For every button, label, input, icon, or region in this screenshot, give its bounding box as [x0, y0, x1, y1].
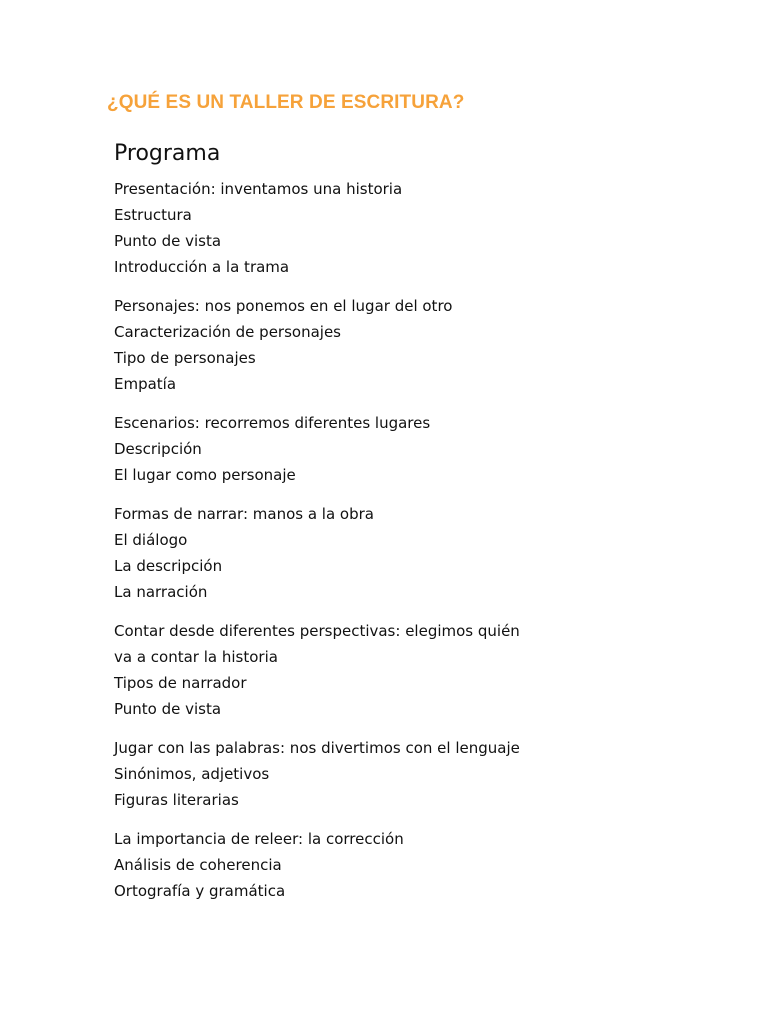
program-section	[114, 176, 674, 280]
section-line: Sinónimos, adjetivos	[114, 765, 270, 783]
section-line: El diálogo	[114, 531, 188, 549]
program-heading: Programa	[114, 141, 221, 166]
section-line: El lugar como personaje	[114, 466, 296, 484]
section-line: Introducción a la trama	[114, 258, 290, 276]
section-heading-line: Contar desde diferentes perspectivas: elegimos quién	[114, 622, 520, 640]
page-title: ¿QUÉ ES UN TALLER DE ESCRITURA?	[107, 92, 465, 113]
section-line: Estructura	[114, 206, 192, 224]
program-section	[114, 293, 674, 397]
section-heading-line: La importancia de releer: la corrección	[114, 830, 404, 848]
section-heading-line: Personajes: nos ponemos en el lugar del otro	[114, 297, 453, 315]
program-section	[114, 501, 674, 605]
program-section	[114, 735, 674, 813]
section-heading-line: Escenarios: recorremos diferentes lugares	[114, 414, 431, 432]
section-line: Tipo de personajes	[114, 349, 256, 367]
section-line: Punto de vista	[114, 232, 222, 250]
section-line: La narración	[114, 583, 208, 601]
program-section	[114, 410, 674, 488]
section-heading-line-continued: va a contar la historia	[114, 648, 278, 666]
program-section	[114, 618, 674, 722]
section-heading-line: Formas de narrar: manos a la obra	[114, 505, 374, 523]
section-line: Ortografía y gramática	[114, 882, 286, 900]
section-heading-line: Presentación: inventamos una historia	[114, 180, 403, 198]
section-line: Punto de vista	[114, 700, 222, 718]
section-line: Empatía	[114, 375, 177, 393]
section-line: Figuras literarias	[114, 791, 239, 809]
section-line: Tipos de narrador	[114, 674, 247, 692]
program-sections	[114, 176, 674, 917]
section-heading-line: Jugar con las palabras: nos divertimos con el lenguaje	[114, 739, 520, 757]
program-section	[114, 826, 674, 904]
section-line: Descripción	[114, 440, 202, 458]
section-line: Caracterización de personajes	[114, 323, 341, 341]
section-line: Análisis de coherencia	[114, 856, 282, 874]
section-line: La descripción	[114, 557, 223, 575]
